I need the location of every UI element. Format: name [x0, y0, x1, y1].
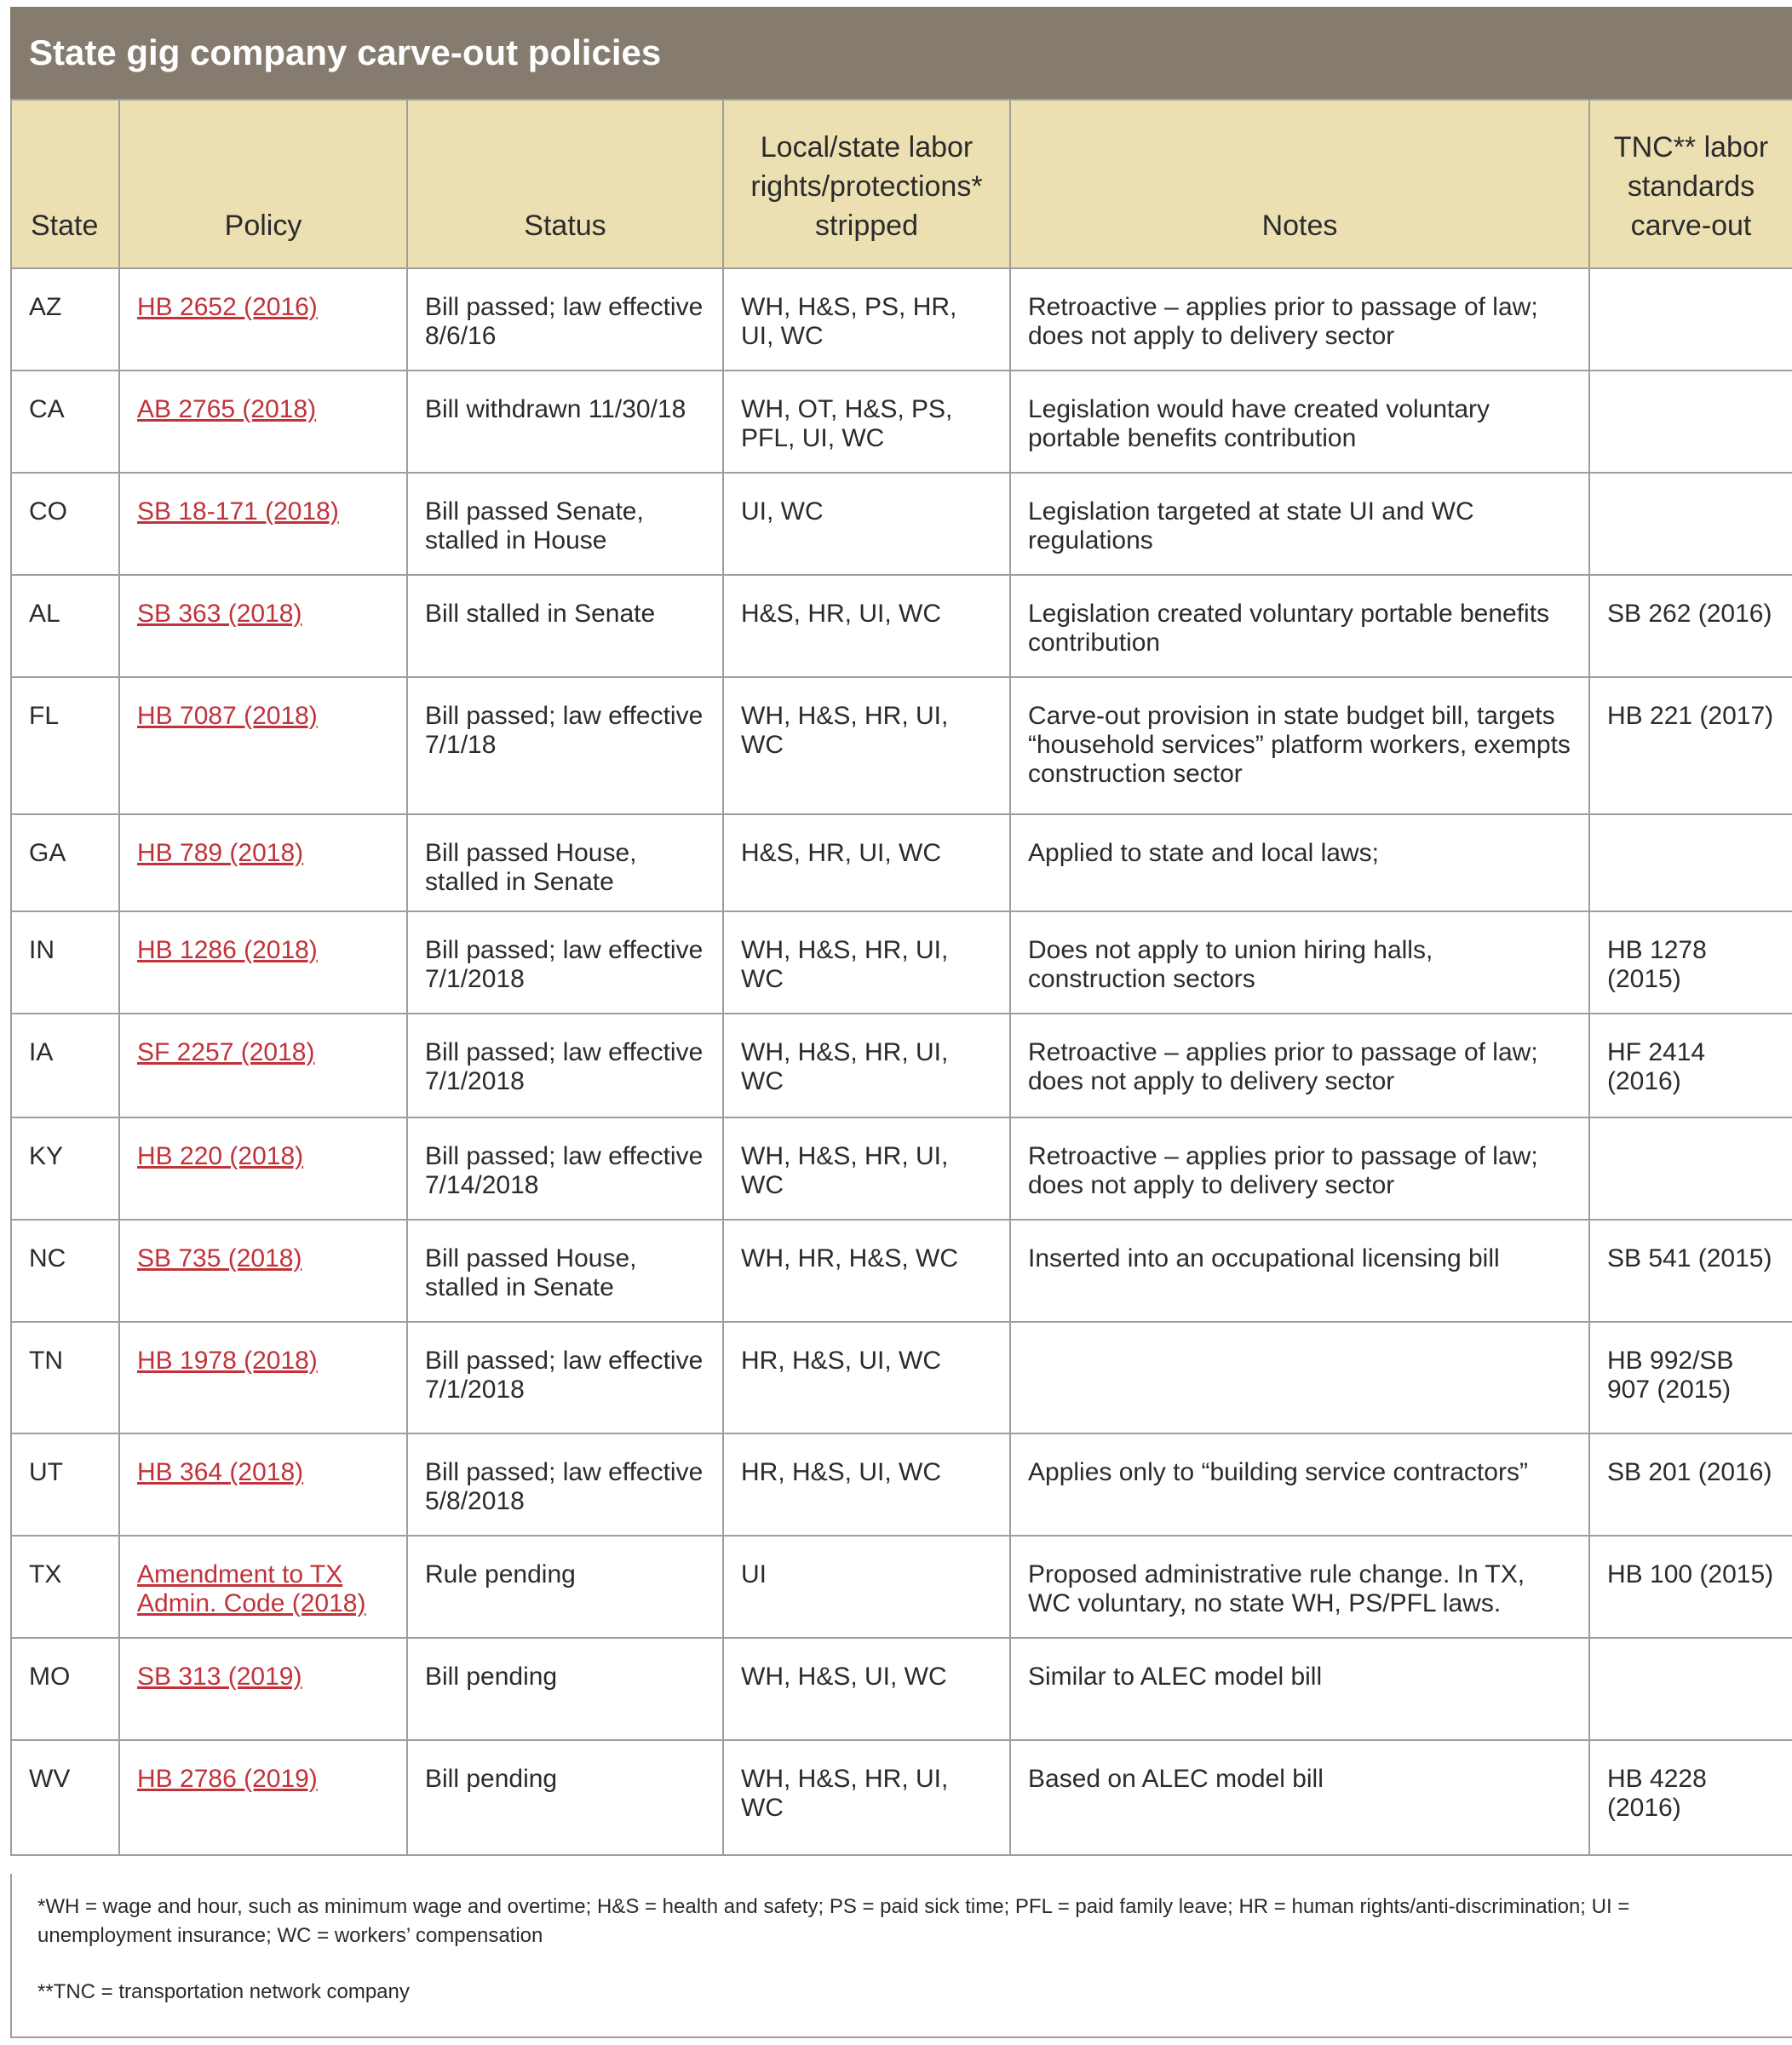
cell-policy — [119, 1638, 407, 1740]
policy-link[interactable]: HB 364 (2018) — [137, 1458, 304, 1486]
cell-rights: UI — [723, 1536, 1010, 1638]
cell-status: Bill passed House, stalled in Senate — [407, 814, 723, 911]
footnote-rights-key: *WH = wage and hour, such as minimum wage and overtime; H&S = health and safety; PS = paid sick time; PFL = paid family leave; HR = human rights/anti-discrimination; UI = unemployment insurance; WC = workers’ compensation — [37, 1895, 1630, 1947]
cell-state: IA — [11, 1014, 119, 1117]
cell-policy — [119, 1220, 407, 1322]
cell-state: KY — [11, 1117, 119, 1220]
cell-tnc — [1589, 473, 1792, 575]
header-status: Status — [407, 100, 723, 268]
cell-policy — [119, 473, 407, 575]
cell-tnc: HB 100 (2015) — [1589, 1536, 1792, 1638]
header-tnc-carve-out: TNC** labor standards carve-out — [1589, 100, 1792, 268]
cell-status: Bill passed; law effective 7/14/2018 — [407, 1117, 723, 1220]
table-row — [11, 677, 1792, 814]
policy-link[interactable]: AB 2765 (2018) — [137, 395, 317, 423]
cell-rights: WH, H&S, HR, UI, WC — [723, 1740, 1010, 1855]
cell-status: Bill passed; law effective 8/6/16 — [407, 268, 723, 371]
cell-status: Bill passed; law effective 7/1/2018 — [407, 911, 723, 1014]
cell-notes: Legislation targeted at state UI and WC regulations — [1010, 473, 1589, 575]
policy-link[interactable]: SB 313 (2019) — [137, 1663, 302, 1691]
cell-state: UT — [11, 1433, 119, 1536]
policy-table — [10, 99, 1792, 1856]
cell-rights: WH, H&S, HR, UI, WC — [723, 1014, 1010, 1117]
cell-policy — [119, 1536, 407, 1638]
cell-state: NC — [11, 1220, 119, 1322]
policy-link[interactable]: HB 1286 (2018) — [137, 936, 318, 964]
cell-notes: Retroactive – applies prior to passage of law; does not apply to delivery sector — [1010, 268, 1589, 371]
cell-policy — [119, 911, 407, 1014]
cell-tnc — [1589, 268, 1792, 371]
table-row — [11, 1220, 1792, 1322]
cell-tnc: HB 221 (2017) — [1589, 677, 1792, 814]
cell-state: WV — [11, 1740, 119, 1855]
cell-state: CO — [11, 473, 119, 575]
table-row — [11, 1117, 1792, 1220]
table-row — [11, 1536, 1792, 1638]
cell-tnc — [1589, 1638, 1792, 1740]
cell-rights: HR, H&S, UI, WC — [723, 1433, 1010, 1536]
cell-state: CA — [11, 371, 119, 473]
table-row — [11, 1638, 1792, 1740]
cell-rights: UI, WC — [723, 473, 1010, 575]
footnotes — [10, 1874, 1792, 2038]
cell-notes: Inserted into an occupational licensing bill — [1010, 1220, 1589, 1322]
cell-rights: WH, HR, H&S, WC — [723, 1220, 1010, 1322]
cell-policy — [119, 1117, 407, 1220]
policy-link[interactable]: SB 18-171 (2018) — [137, 497, 339, 526]
cell-policy — [119, 814, 407, 911]
header-rights-stripped: Local/state labor rights/protections* stripped — [723, 100, 1010, 268]
cell-notes: Does not apply to union hiring halls, construction sectors — [1010, 911, 1589, 1014]
cell-notes: Applies only to “building service contractors” — [1010, 1433, 1589, 1536]
cell-status: Bill passed Senate, stalled in House — [407, 473, 723, 575]
policy-link[interactable]: SB 735 (2018) — [137, 1244, 302, 1272]
cell-tnc: HF 2414 (2016) — [1589, 1014, 1792, 1117]
cell-tnc: SB 262 (2016) — [1589, 575, 1792, 677]
cell-policy — [119, 575, 407, 677]
table-row — [11, 1740, 1792, 1855]
cell-status: Bill passed; law effective 7/1/2018 — [407, 1322, 723, 1433]
cell-state: AZ — [11, 268, 119, 371]
cell-state: FL — [11, 677, 119, 814]
cell-state: TN — [11, 1322, 119, 1433]
cell-tnc: HB 4228 (2016) — [1589, 1740, 1792, 1855]
cell-rights: HR, H&S, UI, WC — [723, 1322, 1010, 1433]
table-title: State gig company carve-out policies — [10, 7, 1792, 99]
policy-table-panel — [10, 7, 1792, 2038]
header-notes: Notes — [1010, 100, 1589, 268]
header-policy: Policy — [119, 100, 407, 268]
policy-link[interactable]: SF 2257 (2018) — [137, 1038, 315, 1066]
cell-notes: Proposed administrative rule change. In TX, WC voluntary, no state WH, PS/PFL laws. — [1010, 1536, 1589, 1638]
cell-tnc — [1589, 371, 1792, 473]
cell-status: Rule pending — [407, 1536, 723, 1638]
table-row — [11, 911, 1792, 1014]
cell-rights: WH, H&S, PS, HR, UI, WC — [723, 268, 1010, 371]
header-row — [11, 100, 1792, 268]
cell-tnc: SB 201 (2016) — [1589, 1433, 1792, 1536]
cell-status: Bill pending — [407, 1740, 723, 1855]
policy-link[interactable]: Amendment to TX Admin. Code (2018) — [137, 1560, 366, 1617]
cell-tnc: SB 541 (2015) — [1589, 1220, 1792, 1322]
cell-status: Bill passed; law effective 7/1/18 — [407, 677, 723, 814]
cell-notes: Similar to ALEC model bill — [1010, 1638, 1589, 1740]
cell-rights: H&S, HR, UI, WC — [723, 575, 1010, 677]
cell-rights: WH, H&S, UI, WC — [723, 1638, 1010, 1740]
footnote-tnc-key: **TNC = transportation network company — [37, 1980, 410, 2003]
header-state: State — [11, 100, 119, 268]
cell-policy — [119, 1740, 407, 1855]
cell-rights: WH, H&S, HR, UI, WC — [723, 911, 1010, 1014]
cell-rights: H&S, HR, UI, WC — [723, 814, 1010, 911]
cell-notes: Applied to state and local laws; — [1010, 814, 1589, 911]
cell-tnc — [1589, 814, 1792, 911]
cell-status: Bill passed; law effective 7/1/2018 — [407, 1014, 723, 1117]
cell-state: MO — [11, 1638, 119, 1740]
table-row — [11, 1014, 1792, 1117]
cell-rights: WH, H&S, HR, UI, WC — [723, 1117, 1010, 1220]
table-row — [11, 473, 1792, 575]
cell-tnc: HB 992/SB 907 (2015) — [1589, 1322, 1792, 1433]
policy-link[interactable]: HB 7087 (2018) — [137, 702, 318, 730]
cell-notes: Legislation would have created voluntary portable benefits contribution — [1010, 371, 1589, 473]
table-row — [11, 371, 1792, 473]
cell-policy — [119, 371, 407, 473]
cell-status: Bill stalled in Senate — [407, 575, 723, 677]
table-row — [11, 1433, 1792, 1536]
cell-policy — [119, 1433, 407, 1536]
cell-rights: WH, H&S, HR, UI, WC — [723, 677, 1010, 814]
table-row — [11, 1322, 1792, 1433]
cell-tnc: HB 1278 (2015) — [1589, 911, 1792, 1014]
policy-link[interactable]: HB 220 (2018) — [137, 1142, 304, 1170]
cell-status: Bill passed; law effective 5/8/2018 — [407, 1433, 723, 1536]
policy-link[interactable]: SB 363 (2018) — [137, 600, 302, 628]
cell-policy — [119, 268, 407, 371]
cell-rights: WH, OT, H&S, PS, PFL, UI, WC — [723, 371, 1010, 473]
cell-notes: Carve-out provision in state budget bill, targets “household services” platform workers, exempts construction sector — [1010, 677, 1589, 814]
cell-notes — [1010, 1322, 1589, 1433]
table-row — [11, 575, 1792, 677]
cell-notes: Retroactive – applies prior to passage of law; does not apply to delivery sector — [1010, 1014, 1589, 1117]
cell-policy — [119, 1322, 407, 1433]
cell-tnc — [1589, 1117, 1792, 1220]
policy-link[interactable]: HB 1978 (2018) — [137, 1347, 318, 1375]
cell-notes: Retroactive – applies prior to passage of law; does not apply to delivery sector — [1010, 1117, 1589, 1220]
cell-status: Bill passed House, stalled in Senate — [407, 1220, 723, 1322]
cell-status: Bill withdrawn 11/30/18 — [407, 371, 723, 473]
cell-state: IN — [11, 911, 119, 1014]
cell-notes: Legislation created voluntary portable benefits contribution — [1010, 575, 1589, 677]
cell-notes: Based on ALEC model bill — [1010, 1740, 1589, 1855]
cell-policy — [119, 677, 407, 814]
cell-status: Bill pending — [407, 1638, 723, 1740]
cell-state: GA — [11, 814, 119, 911]
table-row — [11, 814, 1792, 911]
table-row — [11, 268, 1792, 371]
cell-policy — [119, 1014, 407, 1117]
policy-link[interactable]: HB 789 (2018) — [137, 839, 304, 867]
policy-link[interactable]: HB 2652 (2016) — [137, 293, 318, 321]
cell-state: AL — [11, 575, 119, 677]
cell-state: TX — [11, 1536, 119, 1638]
policy-link[interactable]: HB 2786 (2019) — [137, 1765, 318, 1793]
